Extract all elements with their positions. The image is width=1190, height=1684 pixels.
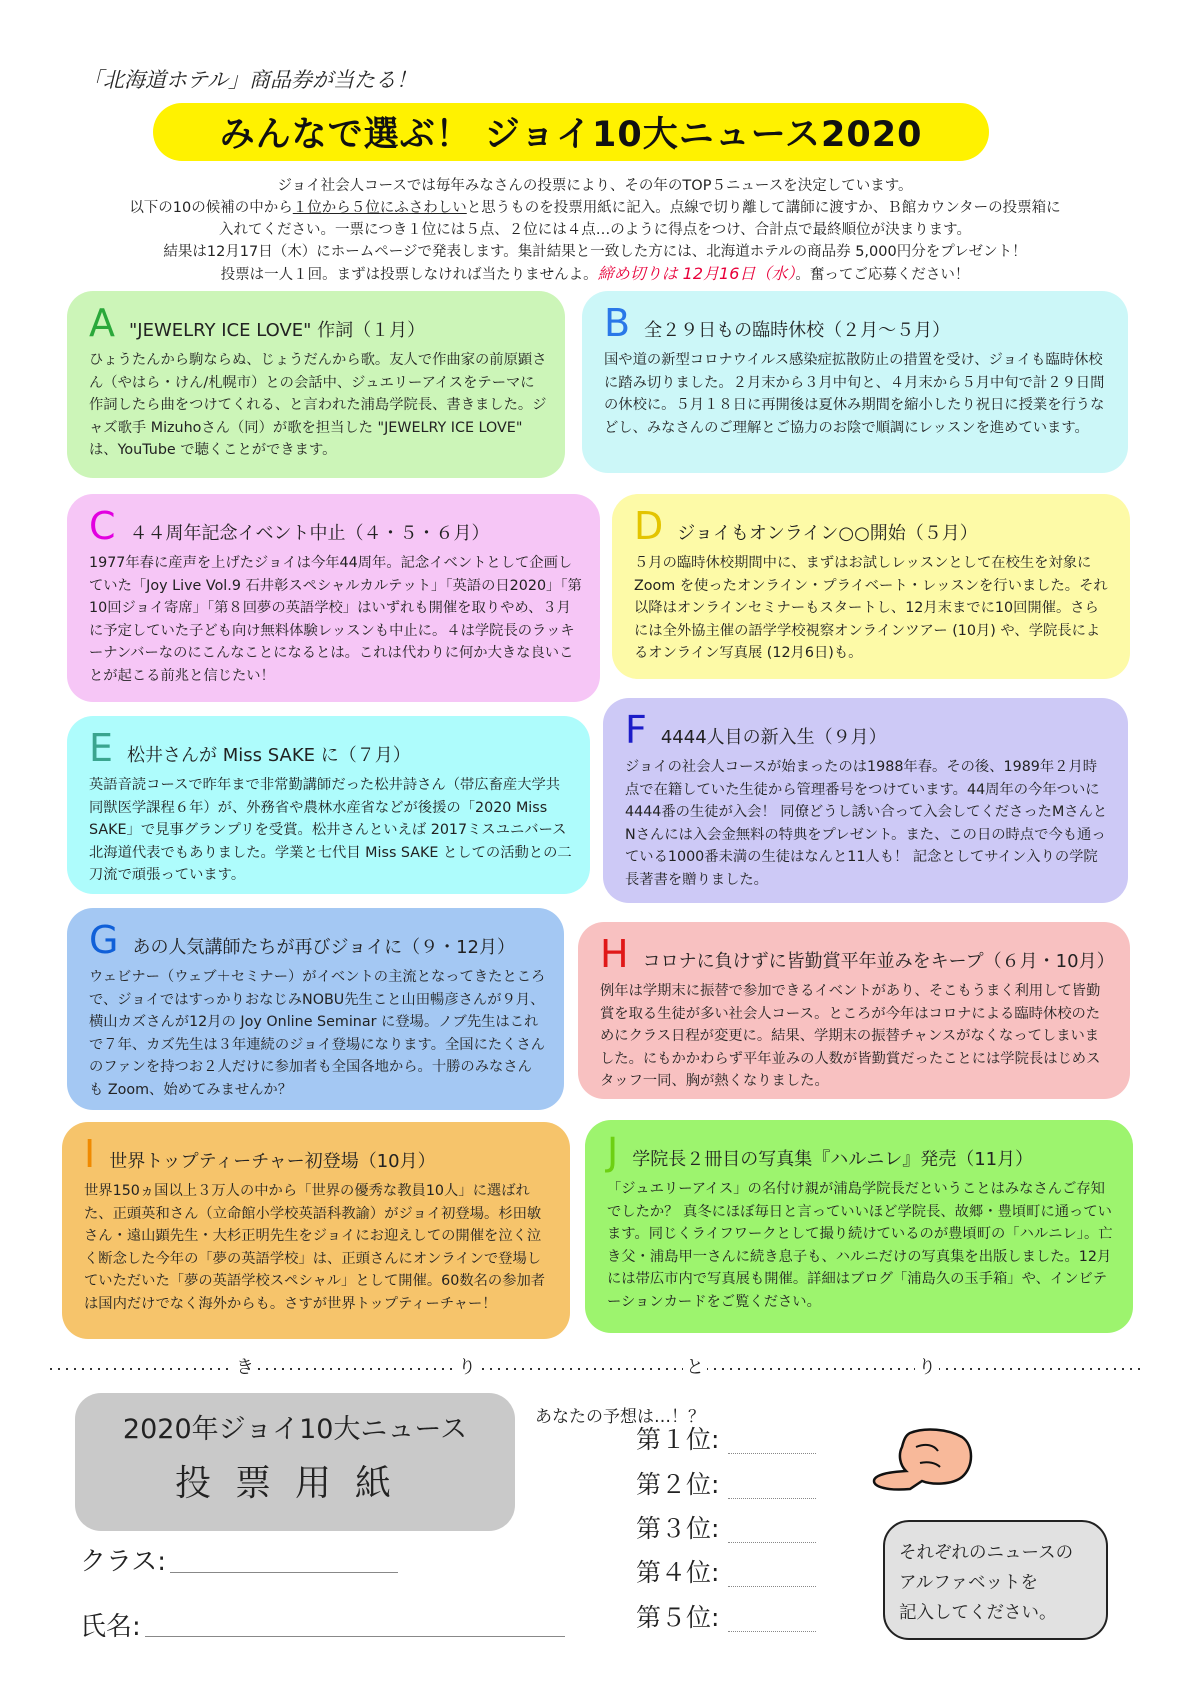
card-body: 英語音読コースで昨年まで非常勤講師だった松井詩さん（帯広畜産大学共同獣医学課程６年）が、外務省や農林水産省などが後援の「2020 Miss SAKE」で見事グランプリを受賞。松井さんといえば 2017ミスユニバース北海道代表でもありました。学業と七代目 Miss SAKE としての活動との二刀流で頑張っています。: [89, 777, 572, 883]
news-card-g: [67, 908, 564, 1110]
ballot-header: [75, 1393, 515, 1531]
intro-line-segment: と思うものを投票用紙に記入。点線で切り離して講師に渡すか、Ｂ館カウンターの投票箱に: [466, 200, 1061, 216]
cut-line: [50, 1364, 1140, 1374]
card-letter: I: [84, 1132, 96, 1176]
ballot-title: 2020年ジョイ10大ニュース: [122, 1414, 468, 1445]
intro-line-segment: 投票は一人１回。まずは投票しなければ当たりませんよ。: [220, 267, 598, 283]
rank-2-field[interactable]: [636, 1465, 816, 1503]
intro-underlined-text: １位から５位にふさわしい: [292, 200, 467, 216]
rank-line: [728, 1498, 816, 1499]
intro-line: 入れてください。一票につき１位には５点、２位には４点…のように得点をつけ、合計点で最終順位が決まります。: [219, 222, 971, 238]
instruction-note: [883, 1520, 1108, 1640]
rank-5-field[interactable]: [636, 1598, 816, 1636]
rank-line: [728, 1586, 816, 1587]
card-letter: B: [604, 301, 631, 345]
news-card-d: [612, 494, 1130, 679]
news-card-f: [603, 698, 1128, 903]
intro-line-segment: 。奮ってご応募ください！: [795, 267, 970, 283]
news-card-e: [67, 716, 590, 894]
intro-text: [100, 175, 1090, 286]
name-field[interactable]: [145, 1636, 565, 1637]
note-line: それぞれのニュースの: [899, 1543, 1074, 1563]
pointing-hand-icon: [870, 1425, 980, 1495]
news-card-c: [67, 494, 600, 702]
card-title: あの人気講師たちが再びジョイに（９・12月）: [132, 937, 515, 958]
cut-label: き: [233, 1353, 257, 1379]
page-title: みんなで選ぶ！ ジョイ10大ニュース2020: [219, 115, 923, 155]
card-letter: H: [600, 932, 629, 976]
class-field[interactable]: [170, 1572, 398, 1573]
card-letter: J: [607, 1130, 619, 1174]
card-body: 世界150ヵ国以上３万人の中から「世界の優秀な教員10人」に選ばれた、正頭英和さん（立命館小学校英語科教諭）がジョイ初登場。杉田敏さん・遠山顕先生・大杉正明先生をジョイにお迎えしての開催を泣く泣く断念した今年の「夢の英語学校」は、正頭さんにオンラインで登場していただいた「夢の英語学校スペシャル」として開催。60数名の参加者は国内だけでなく海外からも。さすが世界トップティーチャー！: [84, 1183, 546, 1312]
news-card-b: [582, 291, 1128, 473]
news-card-a: [67, 291, 565, 478]
card-body: ひょうたんから駒ならぬ、じょうだんから歌。友人で作曲家の前原顕さん（やはら・けん/札幌市）との会話中、ジュエリーアイスをテーマに作詞したら曲をつけてくれる、と言われた浦島学院長、書きました。ジャズ歌手 Mizuhoさん（同）が歌を担当した "JEWELRY ICE LOVE" は、YouTube で聴くことができます。: [89, 352, 547, 458]
rank-1-field[interactable]: [636, 1420, 816, 1458]
intro-line: ジョイ社会人コースでは毎年みなさんの投票により、その年のTOP５ニュースを決定しています。: [277, 178, 913, 194]
card-title: 松井さんが Miss SAKE に（７月）: [127, 745, 411, 766]
card-body: ５月の臨時休校期間中に、まずはお試しレッスンとして在校生を対象に Zoom を使ったオンライン・プライベート・レッスンを行いました。それ以降はオンラインセミナーもスタートし、12月末までに10回開催。さらには全外協主催の語学学校視察オンラインツアー (10月) や、学院長によるオンライン写真展 (12月6日)も。: [634, 555, 1108, 661]
card-body: 国や道の新型コロナウイルス感染症拡散防止の措置を受け、ジョイも臨時休校に踏み切りました。２月末から３月中旬と、４月末から５月中旬で計２９日間の休校に。５月１８日に再開後は夏休み期間を縮小したり祝日に授業を行うなどし、みなさんのご理解とご協力のお陰で順調にレッスンを進めています。: [604, 352, 1105, 436]
deadline-text: 締め切りは 12月16日（水）: [597, 264, 796, 283]
intro-line: 結果は12月17日（木）にホームページで発表します。集計結果と一致した方には、北海道ホテルの商品券 5,000円分をプレゼント！: [163, 244, 1027, 260]
pre-title: 「北海道ホテル」商品券が当たる！: [82, 68, 417, 92]
rank-label: 第１位:: [636, 1425, 720, 1454]
news-card-j: [585, 1120, 1133, 1333]
card-letter: F: [625, 708, 647, 752]
card-body: ジョイの社会人コースが始まったのは1988年春。その後、1989年２月時点で在籍していた生徒から管理番号をつけています。44周年の今年ついに4444番の生徒が入会！ 同僚どうし誘い合って入会してくださったMさんとNさんには入会金無料の特典をプレゼント。また、この日の時点で今も通っている1000番未満の生徒はなんと11人も！ 記念としてサイン入りの学院長著書を贈りました。: [625, 759, 1108, 888]
rank-line: [728, 1542, 816, 1543]
class-label: クラス:: [80, 1547, 166, 1577]
card-letter: G: [89, 918, 119, 962]
card-title: "JEWELRY ICE LOVE" 作詞（１月）: [129, 320, 426, 341]
rank-3-field[interactable]: [636, 1509, 816, 1547]
name-label: 氏名:: [80, 1612, 141, 1642]
card-body: 「ジュエリーアイス」の名付け親が浦島学院長だということはみなさんご存知でしたか？ 真冬にほぼ毎日と言っていいほど学院長、故郷・豊頃町に通っています。同じくライフワークとして撮り続けているのが豊頃町の「ハルニレ」。亡き父・浦島甲一さんに続き息子も、ハルニだけの写真集を出版しました。12月には帯広市内で写真展も開催。詳細はブログ「浦島久の玉手箱」や、インビテーションカードをご覧ください。: [607, 1181, 1113, 1310]
rank-4-field[interactable]: [636, 1553, 816, 1591]
card-title: 全２９日もの臨時休校（２月～５月）: [644, 320, 951, 341]
news-card-i: [62, 1122, 570, 1339]
intro-line: [100, 197, 1090, 219]
cut-label: り: [455, 1353, 479, 1379]
ballot-subtitle: 投票用紙: [174, 1463, 415, 1504]
rank-label: 第４位:: [636, 1558, 720, 1587]
rank-line: [728, 1453, 816, 1454]
card-title: 学院長２冊目の写真集『ハルニレ』発売（11月）: [632, 1149, 1034, 1170]
rank-label: 第５位:: [636, 1603, 720, 1632]
title-banner: [153, 103, 989, 161]
note-line: 記入してください。: [899, 1603, 1057, 1623]
card-letter: E: [89, 726, 114, 770]
rank-line: [728, 1631, 816, 1632]
card-title: ジョイもオンライン○○開始（５月）: [677, 523, 978, 544]
intro-line: [100, 263, 1090, 286]
rank-label: 第３位:: [636, 1514, 720, 1543]
card-body: 例年は学期末に振替で参加できるイベントがあり、そこもうまく利用して皆勤賞を取る生徒が多い社会人コース。ところが今年はコロナによる臨時休校のためにクラス日程が変更に。結果、学期末の振替チャンスがなくなってしまいました。にもかかわらず平年並みの人数が皆勤賞だったことには学院長はじめスタッフ一同、胸が熱くなりました。: [600, 983, 1101, 1089]
card-body: 1977年春に産声を上げたジョイは今年44周年。記念イベントとして企画していた「Joy Live Vol.9 石井彰スペシャルカルテット」「英語の日2020」「第10回ジョイ寄席」「第８回夢の英語学校」はいずれも開催を取りやめ、３月に予定していた子ども向け無料体験レッスンも中止に。４は学院長のラッキーナンバーなのにこんなことになるとは。これは代わりに何か大きな良いことが起こる前兆と信じたい！: [89, 555, 582, 684]
cut-label: と: [683, 1353, 707, 1379]
rank-label: 第２位:: [636, 1470, 720, 1499]
card-body: ウェビナー（ウェブ＋セミナー）がイベントの主流となってきたところで、ジョイではすっかりおなじみNOBU先生こと山田暢彦さんが９月、横山カズさんが12月の Joy Online Seminar に登場。ノブ先生はこれで７年、カズ先生は３年連続のジョイ登場になります。全国にたくさんのファンを持つお２人だけに参加者も全国各地から。十勝のみなさんも Zoom、始めてみませんか？: [89, 969, 546, 1098]
card-title: 世界トップティーチャー初登場（10月）: [109, 1151, 436, 1172]
card-title: コロナに負けずに皆勤賞平年並みをキープ（６月・10月）: [642, 951, 1115, 972]
cut-label: り: [915, 1353, 939, 1379]
card-letter: D: [634, 504, 664, 548]
note-line: アルファベットを: [899, 1573, 1038, 1593]
news-card-h: [578, 922, 1130, 1099]
card-title: 4444人目の新入生（９月）: [660, 727, 887, 748]
prediction-label: あなたの予想は…！？: [535, 1407, 705, 1427]
card-letter: A: [89, 301, 115, 345]
card-letter: C: [89, 504, 116, 548]
intro-line-segment: 以下の10の候補の中から: [129, 200, 293, 216]
card-title: ４４周年記念イベント中止（４・５・６月）: [129, 523, 490, 544]
